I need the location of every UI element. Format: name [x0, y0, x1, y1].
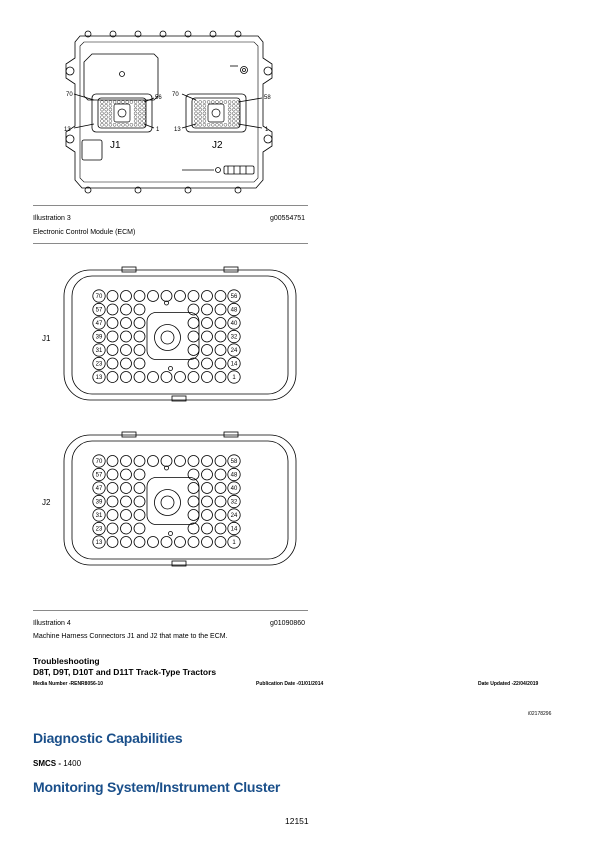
connector-pin [148, 291, 159, 302]
connector-pin [215, 372, 226, 383]
connector-pin [107, 537, 118, 548]
ecm-pin-label: 70 [172, 92, 179, 98]
connector-j1-label: J1 [42, 334, 51, 343]
pin-number-label: 13 [95, 375, 103, 382]
connector-pin [134, 358, 145, 369]
illustration-code: g01090860 [270, 620, 306, 627]
connector-pin [107, 304, 118, 315]
connector-pin [175, 537, 186, 548]
connector-pin [121, 496, 132, 507]
pin-number-label: 56 [230, 294, 238, 301]
ecm-drawing [58, 28, 280, 196]
ecm-pin-label: 13 [174, 127, 181, 133]
connector-pin [188, 345, 199, 356]
pin-number-label: 48 [230, 307, 238, 314]
reference-id: i02178296 [528, 711, 552, 717]
connector-pin [215, 358, 226, 369]
pin-number-label: 14 [230, 361, 238, 368]
pin-number-label: 23 [95, 361, 103, 368]
connector-pin [188, 372, 199, 383]
pin-number-label: 24 [230, 348, 238, 355]
connector-j2-label: J2 [42, 498, 51, 507]
pin-number-label: 58 [230, 459, 238, 466]
connector-pin [121, 523, 132, 534]
connector-pin [175, 456, 186, 467]
ecm-pin-label: 58 [264, 95, 271, 101]
connector-pin [134, 510, 145, 521]
pin-number-label: 1 [232, 375, 236, 382]
connector-pin [215, 523, 226, 534]
connector-pin [148, 537, 159, 548]
ecm-pin-label: 1 [156, 127, 160, 133]
ecm-j1-label: J1 [110, 140, 121, 151]
connector-pin [161, 537, 172, 548]
connector-pin [134, 456, 145, 467]
connector-pin [202, 304, 213, 315]
connector-pin [134, 372, 145, 383]
connector-pin [215, 331, 226, 342]
connector-pin [215, 496, 226, 507]
connector-pin [134, 318, 145, 329]
connector-pin [202, 469, 213, 480]
pin-number-label: 14 [230, 526, 238, 533]
connector-pin [121, 537, 132, 548]
connector-pin [134, 537, 145, 548]
divider [33, 205, 308, 206]
connector-pin [188, 523, 199, 534]
connector-pin [188, 331, 199, 342]
connector-pin [161, 456, 172, 467]
connector-pin [188, 537, 199, 548]
connector-pin [121, 291, 132, 302]
illustration-label: Illustration 3 [33, 215, 71, 222]
pin-number-label: 39 [95, 499, 103, 506]
doc-title: Troubleshooting [33, 656, 100, 666]
connector-j1-diagram [62, 266, 300, 406]
connector-pin [107, 331, 118, 342]
connector-pin [107, 496, 118, 507]
connector-pin [121, 318, 132, 329]
connector-pin [121, 510, 132, 521]
pin-number-label: 1 [232, 540, 236, 547]
connector-pin [107, 483, 118, 494]
connector-pin [134, 304, 145, 315]
doc-subtitle: D8T, D9T, D10T and D11T Track-Type Tractors [33, 667, 217, 677]
illustration-caption: Machine Harness Connectors J1 and J2 that mate to the ECM. [33, 633, 228, 640]
connector-pin [134, 345, 145, 356]
connector-pin [107, 291, 118, 302]
connector-pin [121, 304, 132, 315]
connector-pin [215, 537, 226, 548]
ecm-pin-label: 13 [64, 127, 71, 133]
connector-pin [202, 318, 213, 329]
pin-number-label: 70 [95, 294, 103, 301]
pin-number-label: 32 [230, 334, 238, 341]
connector-pin [161, 372, 172, 383]
connector-pin [134, 523, 145, 534]
pin-number-label: 47 [95, 486, 103, 493]
connector-pin [202, 523, 213, 534]
connector-pin [202, 537, 213, 548]
connector-pin [148, 456, 159, 467]
connector-pin [134, 331, 145, 342]
connector-pin [107, 510, 118, 521]
illustration-code: g00554751 [270, 215, 306, 222]
divider [33, 610, 308, 611]
connector-pin [121, 358, 132, 369]
connector-pin [107, 372, 118, 383]
pin-number-label: 13 [95, 540, 103, 547]
connector-pin [107, 469, 118, 480]
smcs-line [33, 759, 81, 768]
connector-pin [121, 469, 132, 480]
pin-number-label: 31 [95, 348, 103, 355]
pin-number-label: 32 [230, 499, 238, 506]
connector-pin [202, 456, 213, 467]
connector-pin [134, 483, 145, 494]
media-number: Media Number -RENR8056-10 [33, 681, 104, 687]
connector-pin [107, 345, 118, 356]
pin-number-label: 39 [95, 334, 103, 341]
connector-pin [188, 456, 199, 467]
connector-pin [202, 331, 213, 342]
connector-pin [188, 496, 199, 507]
connector-pin [107, 318, 118, 329]
connector-pin [148, 372, 159, 383]
connector-pin [121, 483, 132, 494]
connector-pin [202, 496, 213, 507]
smcs-label: SMCS - [33, 759, 61, 768]
connector-pin [202, 358, 213, 369]
connector-pin [215, 345, 226, 356]
connector-pin [134, 496, 145, 507]
connector-pin [202, 345, 213, 356]
connector-pin [202, 291, 213, 302]
illustration-caption: Electronic Control Module (ECM) [33, 229, 136, 236]
connector-j2-diagram [62, 431, 300, 571]
smcs-value: 1400 [63, 759, 82, 768]
publication-date: Publication Date -01/01/2014 [256, 681, 324, 687]
pin-number-label: 48 [230, 472, 238, 479]
ecm-pin-label: 70 [66, 92, 73, 98]
pin-number-label: 24 [230, 513, 238, 520]
connector-pin [134, 469, 145, 480]
connector-pin [161, 291, 172, 302]
connector-pin [215, 304, 226, 315]
page-number: 12151 [285, 816, 309, 826]
connector-pin [202, 372, 213, 383]
connector-pin [215, 318, 226, 329]
pin-number-label: 47 [95, 321, 103, 328]
connector-pin [134, 291, 145, 302]
connector-pin [188, 358, 199, 369]
pin-number-label: 40 [230, 486, 238, 493]
pin-number-label: 31 [95, 513, 103, 520]
connector-pin [175, 372, 186, 383]
connector-pin [215, 469, 226, 480]
connector-pin [215, 483, 226, 494]
section-heading: Monitoring System/Instrument Cluster [33, 779, 281, 795]
connector-pin [121, 372, 132, 383]
connector-pin [121, 345, 132, 356]
connector-pin [215, 456, 226, 467]
pin-number-label: 40 [230, 321, 238, 328]
connector-pin [215, 291, 226, 302]
connector-pin [121, 331, 132, 342]
connector-pin [202, 483, 213, 494]
pin-number-label: 23 [95, 526, 103, 533]
connector-pin [202, 510, 213, 521]
connector-pin [175, 291, 186, 302]
date-updated: Date Updated -22/04/2019 [478, 681, 539, 687]
pin-number-label: 57 [95, 472, 103, 479]
connector-pin [188, 510, 199, 521]
connector-pin [107, 523, 118, 534]
pin-number-label: 57 [95, 307, 103, 314]
connector-pin [107, 358, 118, 369]
divider [33, 243, 308, 244]
connector-pin [188, 291, 199, 302]
ecm-j2-label: J2 [212, 140, 223, 151]
connector-pin [188, 483, 199, 494]
connector-pin [107, 456, 118, 467]
connector-pin [215, 510, 226, 521]
ecm-pin-label: 56 [155, 95, 162, 101]
ecm-pin-label: 1 [265, 127, 269, 133]
pin-number-label: 70 [95, 459, 103, 466]
connector-pin [121, 456, 132, 467]
section-heading: Diagnostic Capabilities [33, 730, 183, 746]
connector-pin [188, 318, 199, 329]
illustration-label: Illustration 4 [33, 620, 71, 627]
